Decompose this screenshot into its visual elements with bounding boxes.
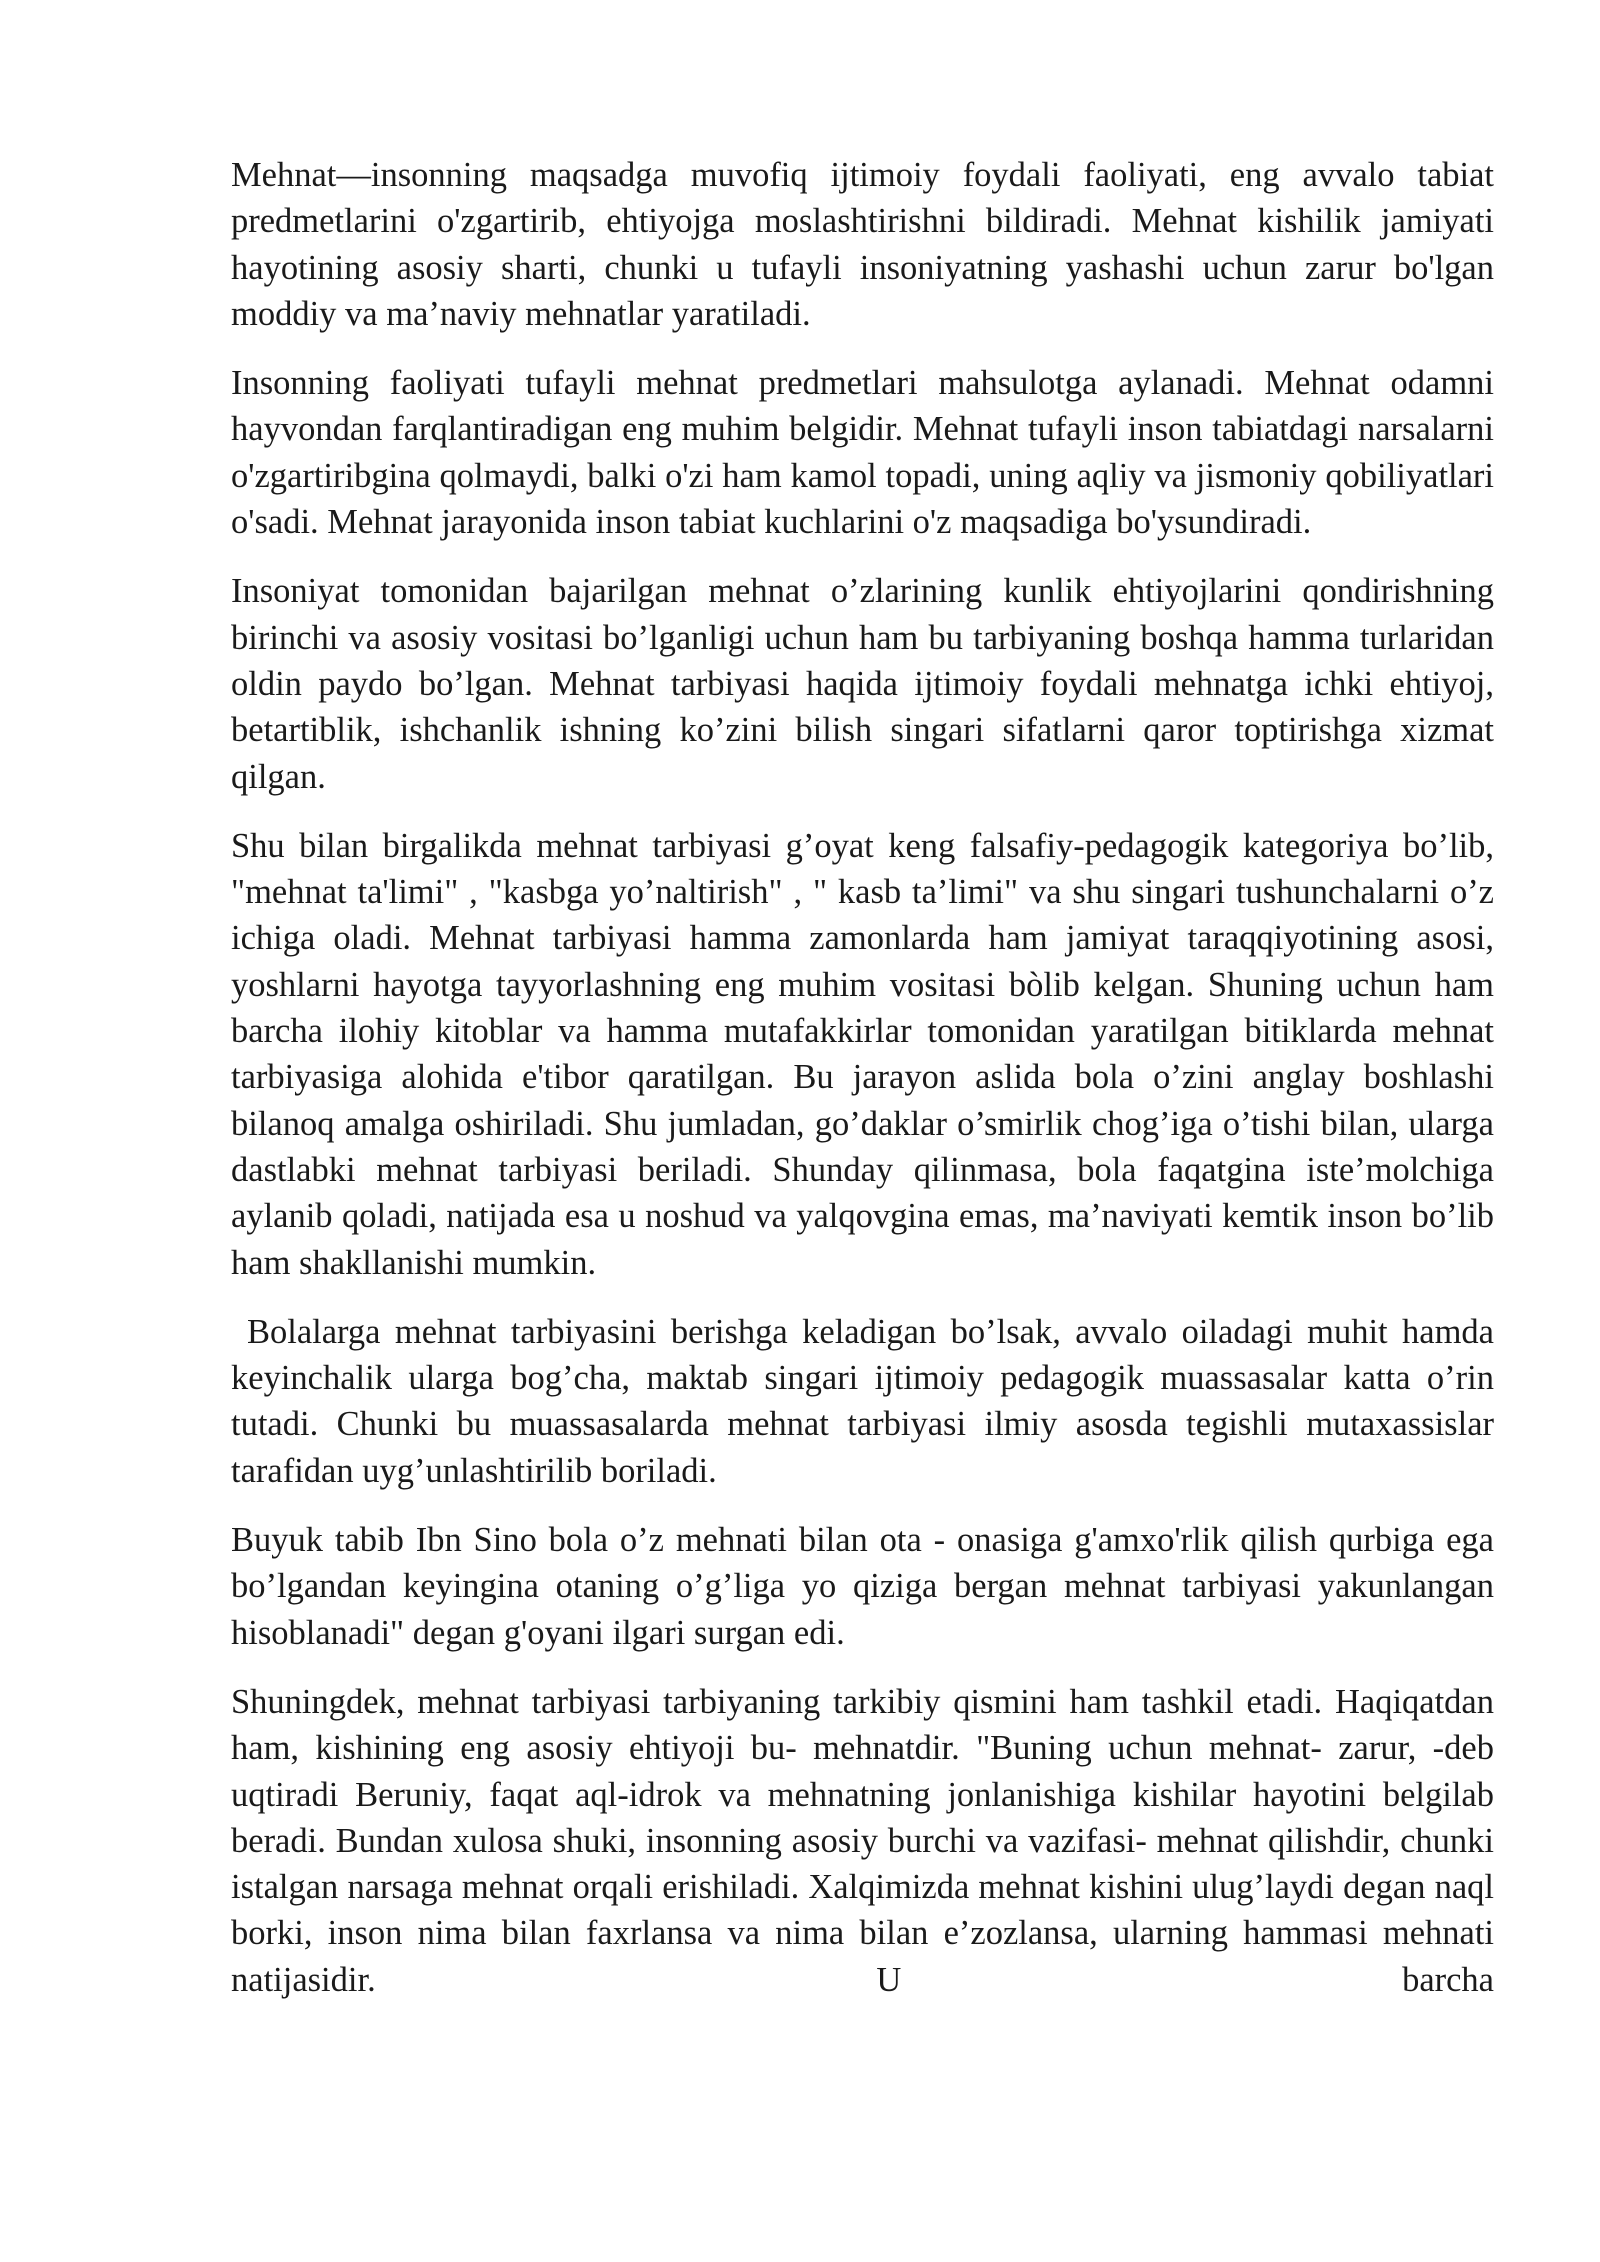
paragraph: Shu bilan birgalikda mehnat tarbiyasi g’oyat keng falsafiy-pedagogik kategoriya bo’lib, "mehnat ta'limi" , "kasbga yo’naltirish" , " kasb ta’limi" va shu singari tushunchalarni o’z ichiga oladi. Mehnat tarbiyasi hamma zamonlarda ham jamiyat taraqqiyotining asosi, yoshlarni hayotga tayyorlashning eng muhim vositasi bòlib kelgan. Shuning uchun ham barcha ilohiy kitoblar va hamma mutafakkirlar tomonidan yaratilgan bitiklarda mehnat tarbiyasiga alohida e'tibor qaratilgan. Bu jarayon aslida bola o’zini anglay boshlashi bilanoq amalga oshiriladi. Shu jumladan, go’daklar o’smirlik chog’iga o’tishi bilan, ularga dastlabki mehnat tarbiyasi beriladi. Shunday qilinmasa, bola faqatgina iste’molchiga aylanib qoladi, natijada esa u noshud va yalqovgina emas, ma’naviyati kemtik inson bo’lib ham shakllanishi mumkin. — [231, 826, 1494, 1282]
paragraph: Insonning faoliyati tufayli mehnat predmetlari mahsulotga aylanadi. Mehnat odamni hayvondan farqlantiradigan eng muhim belgidir. Mehnat tufayli inson tabiatdagi narsalarni o'zgartiribgina qolmaydi, balki o'zi ham kamol topadi, uning aqliy va jismoniy qobiliyatlari o'sadi. Mehnat jarayonida inson tabiat kuchlarini o'z maqsadiga bo'ysundiradi. — [231, 364, 1494, 542]
document-body — [231, 152, 1494, 2026]
paragraph: Insoniyat tomonidan bajarilgan mehnat o’zlarining kunlik ehtiyojlarini qondirishning birinchi va asosiy vositasi bo’lganligi uchun ham bu tarbiyaning boshqa hamma turlaridan oldin paydo bo’lgan. Mehnat tarbiyasi haqida ijtimoiy foydali mehnatga ichki ehtiyoj, betartiblik, ishchanlik ishning ko’zini bilish singari sifatlarni qaror toptirishga xizmat qilgan. — [231, 572, 1494, 796]
paragraph: Shuningdek, mehnat tarbiyasi tarbiyaning tarkibiy qismini ham tashkil etadi. Haqiqatdan ham, kishining eng asosiy ehtiyoji bu- mehnatdir. "Buning uchun mehnat- zarur, -deb uqtiradi Beruniy, faqat aql-idrok va mehnatning jonlanishiga kishilar hayotini belgilab beradi. Bundan xulosa shuki, insonning asosiy burchi va vazifasi- mehnat qilishdir, chunki istalgan narsaga mehnat orqali erishiladi. Xalqimizda mehnat kishini ulug’laydi degan naql borki, inson nima bilan faxrlansa va nima bilan e’zozlansa, ularning hammasi mehnati natijasidir. U barcha — [231, 1682, 1494, 1999]
paragraph: Mehnat—insonning maqsadga muvofiq ijtimoiy foydali faoliyati, eng avvalo tabiat predmetlarini o'zgartirib, ehtiyojga moslashtirishni bildiradi. Mehnat kishilik jamiyati hayotining asosiy sharti, chunki u tufayli insoniyatning yashashi uchun zarur bo'lgan moddiy va ma’naviy mehnatlar yaratiladi. — [231, 156, 1494, 333]
paragraph: Bolalarga mehnat tarbiyasini berishga keladigan bo’lsak, avvalo oiladagi muhit hamda keyinchalik ularga bog’cha, maktab singari ijtimoiy pedagogik muassasalar katta o’rin tutadi. Chunki bu muassasalarda mehnat tarbiyasi ilmiy asosda tegishli mutaxassislar tarafidan uyg’unlashtirilib boriladi. — [231, 1312, 1494, 1490]
paragraph: Buyuk tabib Ibn Sino bola o’z mehnati bilan ota - onasiga g'amxo'rlik qilish qurbiga ega bo’lgandan keyingina otaning o’g’liga yo qiziga bergan mehnat tarbiyasi yakunlangan hisoblanadi" degan g'oyani ilgari surgan edi. — [231, 1521, 1494, 1652]
